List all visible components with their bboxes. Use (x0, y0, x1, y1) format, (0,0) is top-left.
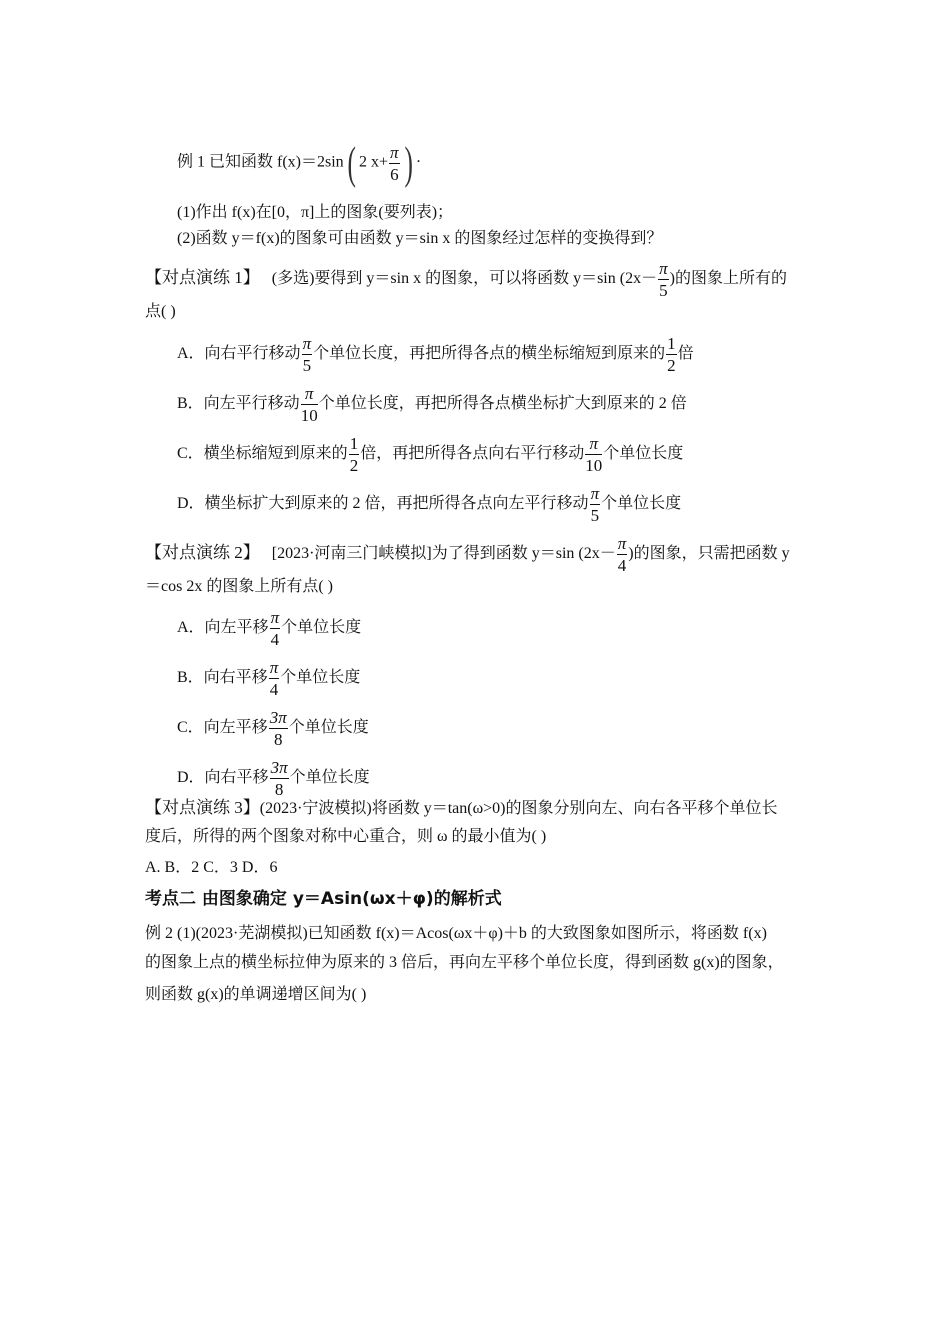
drill1-option-d (177, 485, 681, 524)
frac-den: 10 (300, 406, 318, 425)
drill1-option-b (177, 385, 687, 424)
frac-num: π (617, 534, 627, 553)
option-text: B．向左平行移动 (177, 395, 300, 413)
frac-den: 6 (390, 164, 399, 184)
drill1-stem-a: (多选)要得到 y＝sin x 的图象，可以将函数 y＝sin (2x－ (271, 270, 658, 288)
fraction (301, 385, 318, 424)
frac-den: 10 (585, 456, 603, 475)
drill2-stem-c: ＝cos 2x 的图象上所有点( ) (145, 578, 333, 595)
option-text: 倍 (677, 345, 694, 363)
example1-func: f(x)＝2sin (277, 153, 344, 171)
drill2-option-d (177, 759, 370, 798)
example2-line2: 的图象上点的横坐标拉伸为原来的 3 倍后，再向左平移个单位长度，得到函数 g(x)的图象， (145, 954, 784, 971)
frac-num: π (590, 484, 600, 503)
fraction (349, 435, 360, 474)
example1-q1: (1)作出 f(x)在[0，π]上的图象(要列表)； (177, 204, 454, 221)
frac-den: 2 (349, 456, 359, 475)
option-text: 个单位长度，再把所得各点横坐标扩大到原来的 2 倍 (318, 395, 687, 413)
drill1-option-a (177, 335, 694, 374)
option-text: 个单位长度，再把所得各点的横坐标缩短到原来的 (313, 345, 666, 363)
fraction (270, 759, 289, 798)
right-paren: ) (404, 137, 413, 188)
drill1-tag: 【对点演练 1】 (145, 268, 260, 288)
drill1-option-c (177, 435, 683, 474)
section2-title: 考点二 由图象确定 y＝Asin(ωx＋φ)的解析式 (145, 889, 502, 909)
frac-den: 4 (269, 680, 279, 699)
drill2-option-b (177, 659, 360, 698)
frac-den: 5 (590, 506, 600, 525)
frac-den: 2 (667, 356, 676, 375)
drill2-option-a (177, 609, 361, 648)
example2-line1: 例 2 (1)(2023·芜湖模拟)已知函数 f(x)＝Acos(ωx＋φ)＋b 的大致图象如图所示，将函数 f(x) (145, 925, 767, 942)
fraction-pi-5 (658, 260, 669, 299)
drill3-options: A. B．2 C．3 D．6 (145, 859, 278, 876)
example1-intro: 例 1 已知函数 (177, 153, 278, 171)
fraction (590, 485, 601, 524)
frac-num: π (269, 658, 279, 677)
frac-num: π (585, 435, 602, 455)
option-text: D．横坐标扩大到原来的 2 倍，再把所得各点向左平行移动 (177, 495, 589, 513)
drill3-stem-a: (2023·宁波模拟)将函数 y＝tan(ω>0)的图象分别向左、向右各平移个单位长 (259, 800, 778, 817)
drill3-stem (145, 797, 778, 820)
fraction (302, 335, 313, 374)
fraction (270, 609, 281, 648)
option-text: C．横坐标缩短到原来的 (177, 445, 348, 463)
frac-num: π (390, 142, 399, 162)
drill2-stem (145, 535, 790, 574)
fraction-pi-4 (617, 535, 628, 574)
option-text: B．向右平移 (177, 669, 268, 687)
option-text: 个单位长度 (603, 445, 684, 463)
option-text: A．向右平行移动 (177, 345, 301, 363)
option-text: 个单位长度 (601, 495, 682, 513)
drill2-option-c (177, 709, 369, 748)
frac-num: π (301, 385, 318, 405)
frac-den: 8 (274, 780, 284, 799)
frac-den: 8 (273, 730, 283, 749)
option-text: 个单位长度 (288, 719, 369, 737)
example1-inner: 2 x+ (359, 153, 389, 171)
fraction (269, 659, 280, 698)
drill3-stem-b: 度后，所得的两个图象对称中心重合，则 ω 的最小值为( ) (145, 828, 547, 845)
example2-line3: 则函数 g(x)的单调递增区间为( ) (145, 986, 367, 1003)
drill2-tag: 【对点演练 2】 (145, 543, 260, 563)
frac-den: 5 (659, 281, 668, 300)
frac-num: 1 (667, 334, 676, 353)
fraction-pi-6 (389, 144, 400, 183)
example1-statement (177, 137, 422, 188)
frac-num: π (270, 608, 280, 627)
fraction (269, 709, 288, 748)
frac-den: 4 (617, 556, 627, 575)
option-text: C．向左平移 (177, 719, 268, 737)
frac-num: π (302, 334, 312, 353)
frac-num: 3π (270, 758, 288, 777)
frac-num: π (659, 259, 668, 278)
example1-q2: (2)函数 y＝f(x)的图象可由函数 y＝sin x 的图象经过怎样的变换得到？ (177, 230, 663, 247)
option-text: A．向左平移 (177, 619, 269, 637)
fraction (666, 335, 677, 374)
drill1-stem-c: 点( ) (145, 303, 176, 320)
drill1-stem (145, 260, 787, 299)
frac-num: 1 (349, 434, 359, 453)
option-text: 个单位长度 (280, 669, 361, 687)
drill1-stem-b: )的图象上所有的 (669, 270, 787, 288)
example1-end: · (415, 153, 422, 171)
left-paren: ( (347, 137, 356, 188)
drill2-stem-a: [2023·河南三门峡模拟]为了得到函数 y＝sin (2x－ (271, 545, 616, 563)
frac-num: 3π (269, 708, 287, 727)
option-text: 个单位长度 (289, 769, 370, 787)
option-text: 个单位长度 (281, 619, 362, 637)
frac-den: 5 (302, 356, 312, 375)
drill2-stem-b: )的图象，只需把函数 y (628, 545, 790, 563)
option-text: D．向右平移 (177, 769, 269, 787)
frac-den: 4 (270, 630, 280, 649)
fraction (585, 435, 602, 474)
option-text: 倍，再把所得各点向右平行移动 (360, 445, 585, 463)
drill3-tag: 【对点演练 3】 (145, 798, 260, 817)
